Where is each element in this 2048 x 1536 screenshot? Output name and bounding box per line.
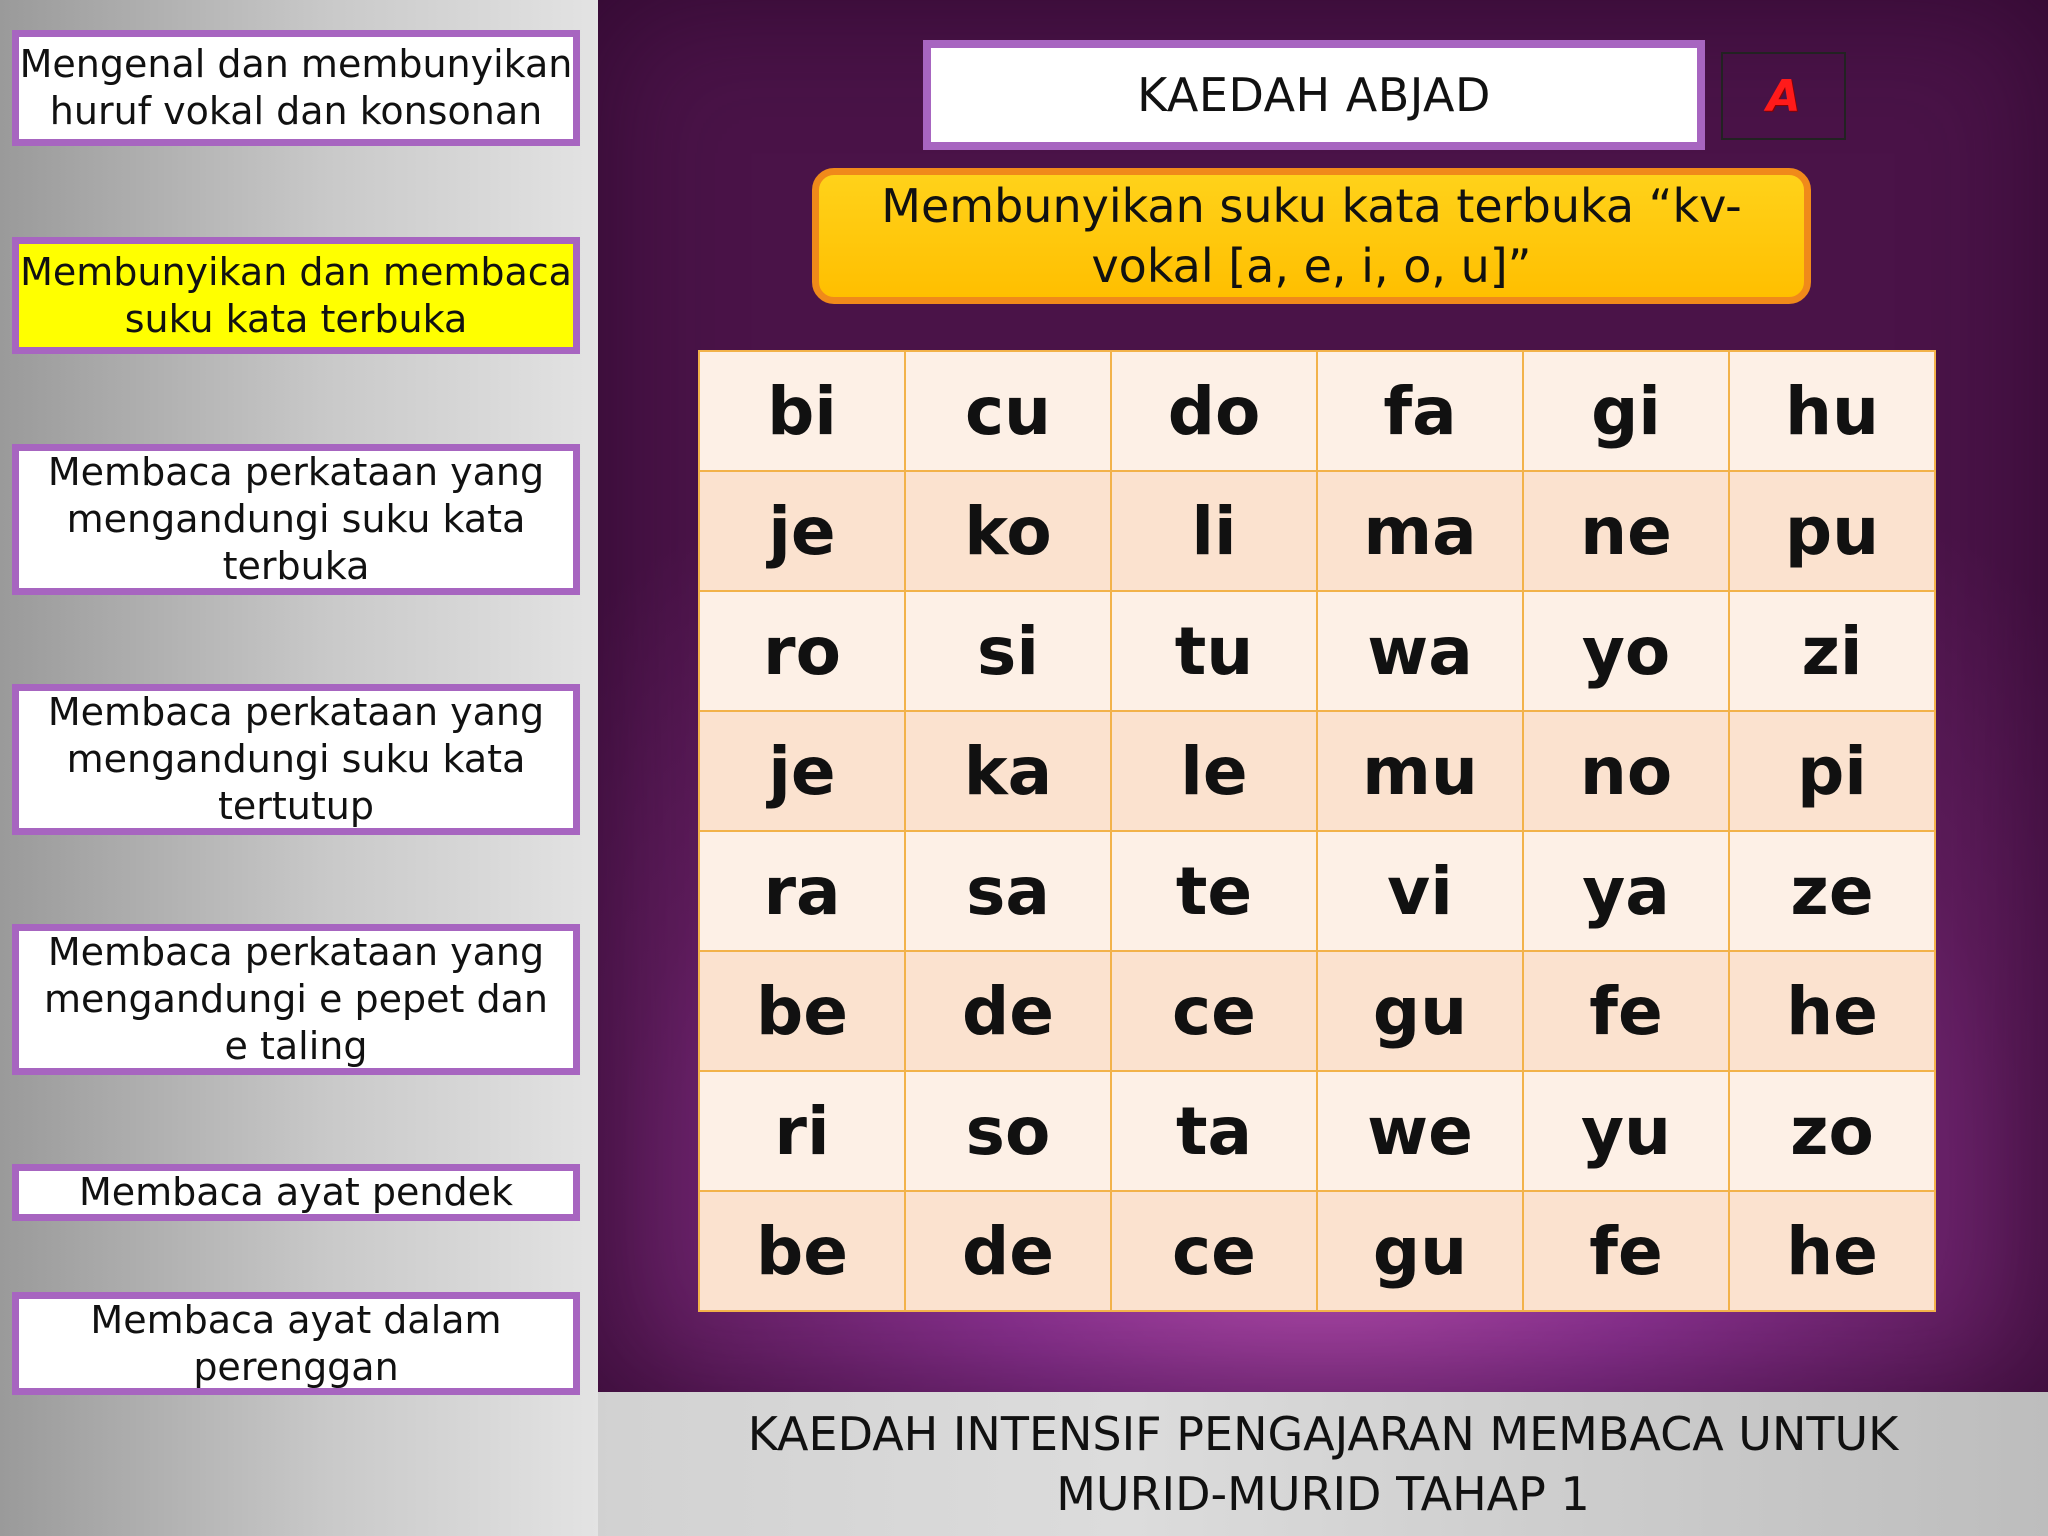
syllable-cell[interactable]: tu xyxy=(1112,592,1316,710)
syllable-cell[interactable]: bi xyxy=(700,352,904,470)
syllable-cell[interactable]: yo xyxy=(1524,592,1728,710)
sidebar-item-ayat-pendek[interactable]: Membaca ayat pendek xyxy=(12,1164,580,1221)
sidebar-item-mengenal-huruf[interactable]: Mengenal dan membunyikan huruf vokal dan konsonan xyxy=(12,30,580,146)
lesson-subtitle: Membunyikan suku kata terbuka “kv- vokal [a, e, i, o, u]” xyxy=(812,168,1811,304)
syllable-cell[interactable]: be xyxy=(700,1192,904,1310)
syllable-cell[interactable]: hu xyxy=(1730,352,1934,470)
syllable-cell[interactable]: si xyxy=(906,592,1110,710)
sidebar-item-perkataan-tertutup[interactable]: Membaca perkataan yang mengandungi suku kata tertutup xyxy=(12,684,580,835)
syllable-cell[interactable]: he xyxy=(1730,952,1934,1070)
syllable-cell[interactable]: ze xyxy=(1730,832,1934,950)
syllable-cell[interactable]: do xyxy=(1112,352,1316,470)
syllable-cell[interactable]: pi xyxy=(1730,712,1934,830)
syllable-cell[interactable]: fe xyxy=(1524,952,1728,1070)
syllable-cell[interactable]: ka xyxy=(906,712,1110,830)
syllable-cell[interactable]: fa xyxy=(1318,352,1522,470)
syllable-cell[interactable]: fe xyxy=(1524,1192,1728,1310)
syllable-cell[interactable]: ya xyxy=(1524,832,1728,950)
syllable-cell[interactable]: li xyxy=(1112,472,1316,590)
syllable-cell[interactable]: je xyxy=(700,472,904,590)
sidebar-item-e-pepet-taling[interactable]: Membaca perkataan yang mengandungi e pepet dan e taling xyxy=(12,924,580,1075)
syllable-grid xyxy=(698,350,1936,1312)
syllable-cell[interactable]: ne xyxy=(1524,472,1728,590)
syllable-cell[interactable]: ro xyxy=(700,592,904,710)
syllable-cell[interactable]: gi xyxy=(1524,352,1728,470)
syllable-cell[interactable]: yu xyxy=(1524,1072,1728,1190)
syllable-cell[interactable]: we xyxy=(1318,1072,1522,1190)
syllable-cell[interactable]: pu xyxy=(1730,472,1934,590)
syllable-cell[interactable]: sa xyxy=(906,832,1110,950)
syllable-cell[interactable]: vi xyxy=(1318,832,1522,950)
syllable-cell[interactable]: ta xyxy=(1112,1072,1316,1190)
syllable-cell[interactable]: no xyxy=(1524,712,1728,830)
syllable-cell[interactable]: gu xyxy=(1318,1192,1522,1310)
syllable-cell[interactable]: le xyxy=(1112,712,1316,830)
syllable-cell[interactable]: de xyxy=(906,952,1110,1070)
syllable-cell[interactable]: cu xyxy=(906,352,1110,470)
syllable-cell[interactable]: mu xyxy=(1318,712,1522,830)
syllable-cell[interactable]: be xyxy=(700,952,904,1070)
syllable-cell[interactable]: te xyxy=(1112,832,1316,950)
syllable-cell[interactable]: zo xyxy=(1730,1072,1934,1190)
page-title: KAEDAH ABJAD xyxy=(923,40,1705,150)
syllable-cell[interactable]: wa xyxy=(1318,592,1522,710)
syllable-cell[interactable]: so xyxy=(906,1072,1110,1190)
syllable-cell[interactable]: ko xyxy=(906,472,1110,590)
syllable-cell[interactable]: ra xyxy=(700,832,904,950)
sidebar xyxy=(0,0,598,1536)
syllable-cell[interactable]: gu xyxy=(1318,952,1522,1070)
sidebar-item-ayat-perenggan[interactable]: Membaca ayat dalam perenggan xyxy=(12,1292,580,1395)
syllable-cell[interactable]: je xyxy=(700,712,904,830)
syllable-cell[interactable]: ce xyxy=(1112,952,1316,1070)
letter-a-badge[interactable]: A xyxy=(1721,52,1846,140)
footer-caption: KAEDAH INTENSIF PENGAJARAN MEMBACA UNTUK MURID-MURID TAHAP 1 xyxy=(747,1407,1899,1521)
sidebar-item-suku-kata-terbuka[interactable]: Membunyikan dan membaca suku kata terbuka xyxy=(12,237,580,354)
syllable-cell[interactable]: ri xyxy=(700,1072,904,1190)
syllable-cell[interactable]: de xyxy=(906,1192,1110,1310)
syllable-cell[interactable]: ce xyxy=(1112,1192,1316,1310)
sidebar-item-perkataan-terbuka[interactable]: Membaca perkataan yang mengandungi suku kata terbuka xyxy=(12,444,580,595)
syllable-cell[interactable]: he xyxy=(1730,1192,1934,1310)
syllable-cell[interactable]: zi xyxy=(1730,592,1934,710)
syllable-cell[interactable]: ma xyxy=(1318,472,1522,590)
